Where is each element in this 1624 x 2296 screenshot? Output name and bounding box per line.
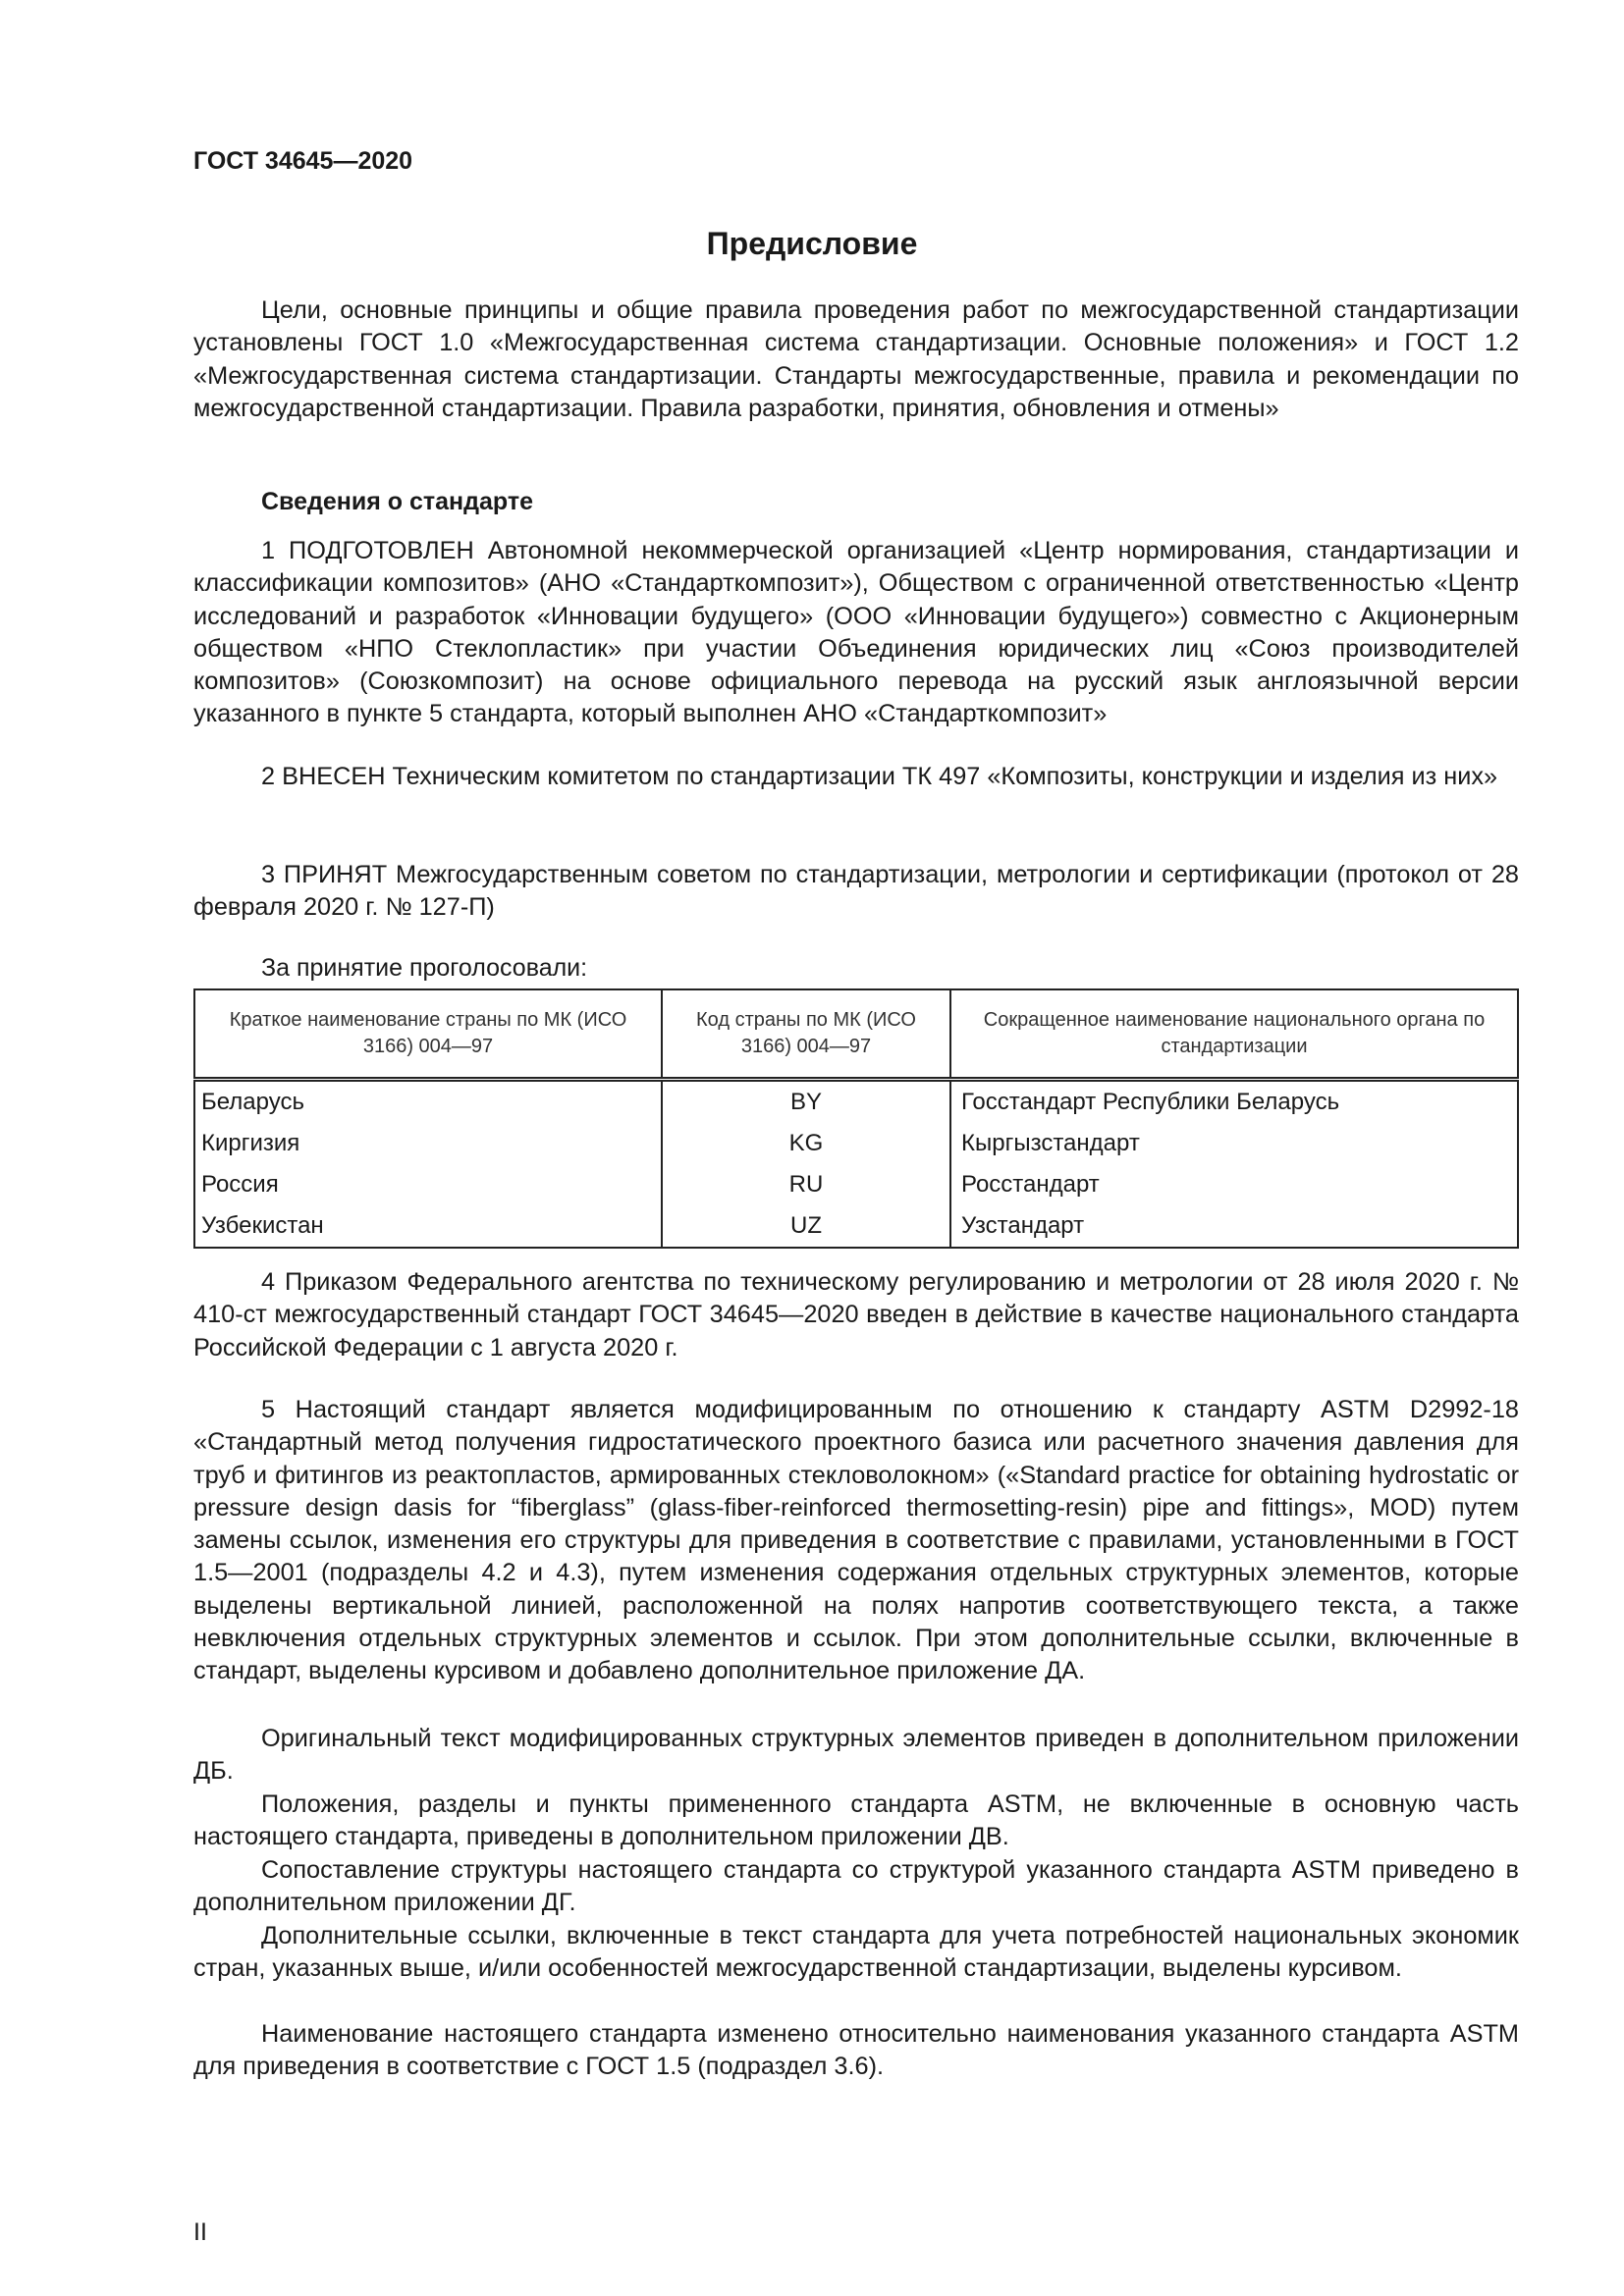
table-row xyxy=(194,1205,1518,1248)
section-heading: Сведения о стандарте xyxy=(261,488,534,515)
table-row xyxy=(194,1080,1518,1124)
page-number: II xyxy=(193,2218,207,2246)
cell-code: UZ xyxy=(662,1205,950,1248)
header-country-code: Код страны по МК (ИСО 3166) 004—97 xyxy=(662,989,950,1080)
cell-code: RU xyxy=(662,1164,950,1205)
header-national-body: Сокращенное наименование национального органа по стандартизации xyxy=(950,989,1518,1080)
cell-body: Госстандарт Республики Беларусь xyxy=(950,1080,1518,1124)
table-row xyxy=(194,1123,1518,1164)
item-5-paragraph-excluded-provisions: Положения, разделы и пункты примененного стандарта ASTM, не включенные в основную часть настоящего стандарта, приведены в дополнительном приложении ДВ. xyxy=(193,1790,1519,1851)
item-5-paragraph-original-text: Оригинальный текст модифицированных структурных элементов приведен в дополнительном приложении ДБ. xyxy=(193,1725,1519,1786)
document-code: ГОСТ 34645—2020 xyxy=(193,147,413,175)
cell-code: KG xyxy=(662,1123,950,1164)
item-2-paragraph: 2 ВНЕСЕН Техническим комитетом по стандартизации ТК 497 «Композиты, конструкции и изделия из них» xyxy=(261,763,1498,790)
cell-body: Узстандарт xyxy=(950,1205,1518,1248)
cell-country: Узбекистан xyxy=(194,1205,662,1248)
cell-body: Росстандарт xyxy=(950,1164,1518,1205)
item-5-paragraph-additional-references: Дополнительные ссылки, включенные в текст стандарта для учета потребностей национальных экономик стран, указанных выше, и/или особенностей межгосударственной стандартизации, выделены курсивом. xyxy=(193,1922,1519,1983)
intro-paragraph: Цели, основные принципы и общие правила проведения работ по межгосударственной стандартизации установлены ГОСТ 1.0 «Межгосударственная система стандартизации. Основные положения» и ГОСТ 1.2 «Межгосударственная система стандартизации. Стандарты межгосударственные, правила и рекомендации по межгосударственной стандартизации. Правила разработки, принятия, обновления и отмены» xyxy=(193,296,1519,422)
item-5-paragraph-title-change: Наименование настоящего стандарта изменено относительно наименования указанного стандарта ASTM для приведения в соответствие с ГОСТ 1.5 (подраздел 3.6). xyxy=(193,2020,1519,2081)
cell-country: Киргизия xyxy=(194,1123,662,1164)
cell-country: Россия xyxy=(194,1164,662,1205)
votes-label: За принятие проголосовали: xyxy=(261,954,588,982)
cell-code: BY xyxy=(662,1080,950,1124)
cell-body: Кыргызстандарт xyxy=(950,1123,1518,1164)
item-5-paragraph: 5 Настоящий стандарт является модифицированным по отношению к стандарту ASTM D2992-18 «Стандартный метод получения гидростатического проектного базиса или расчетного значения давления для труб и фитингов из реактопластов, армированных стекловолокном» («Standard practice for obtaining hydrostatic or pressure design dasis for “fiberglass” (glass-fiber-reinforced thermosetting-resin) pipe and fittings», MOD) путем замены ссылок, изменения его структуры для приведения в соответствие с правилами, установленными в ГОСТ 1.5—2001 (подразделы 4.2 и 4.3), путем изменения содержания отдельных структурных элементов, которые выделены вертикальной линией, расположенной на полях напротив соответствующего текста, а также невключения отдельных структурных элементов и ссылок. При этом дополнительные ссылки, включенные в стандарт, выделены курсивом и добавлено дополнительное приложение ДА. xyxy=(193,1396,1519,1685)
page-title: Предисловие xyxy=(706,226,918,261)
voting-table xyxy=(193,988,1519,1249)
table-row xyxy=(194,1164,1518,1205)
header-country-name: Краткое наименование страны по МК (ИСО 3166) 004—97 xyxy=(194,989,662,1080)
table-header-row xyxy=(194,989,1518,1080)
item-4-paragraph: 4 Приказом Федерального агентства по техническому регулированию и метрологии от 28 июля 2020 г. № 410-ст межгосударственный стандарт ГОСТ 34645—2020 введен в действие в качестве национального стандарта Российской Федерации с 1 августа 2020 г. xyxy=(193,1268,1519,1362)
item-3-paragraph: 3 ПРИНЯТ Межгосударственным советом по стандартизации, метрологии и сертификации (протокол от 28 февраля 2020 г. № 127-П) xyxy=(193,861,1519,922)
item-1-paragraph: 1 ПОДГОТОВЛЕН Автономной некоммерческой организацией «Центр нормирования, стандартизации и классификации композитов» (АНО «Стандарткомпозит»), Обществом с ограниченной ответственностью «Центр исследований и разработок «Инновации будущего» (ООО «Инновации будущего») совместно с Акционерным обществом «НПО Стеклопластик» при участии Объединения юридических лиц «Союз производителей композитов» (Союзкомпозит) на основе официального перевода на русский язык англоязычной версии указанного в пункте 5 стандарта, который выполнен АНО «Стандарткомпозит» xyxy=(193,537,1519,728)
cell-country: Беларусь xyxy=(194,1080,662,1124)
item-5-paragraph-structure-comparison: Сопоставление структуры настоящего стандарта со структурой указанного стандарта ASTM приведено в дополнительном приложении ДГ. xyxy=(193,1856,1519,1917)
